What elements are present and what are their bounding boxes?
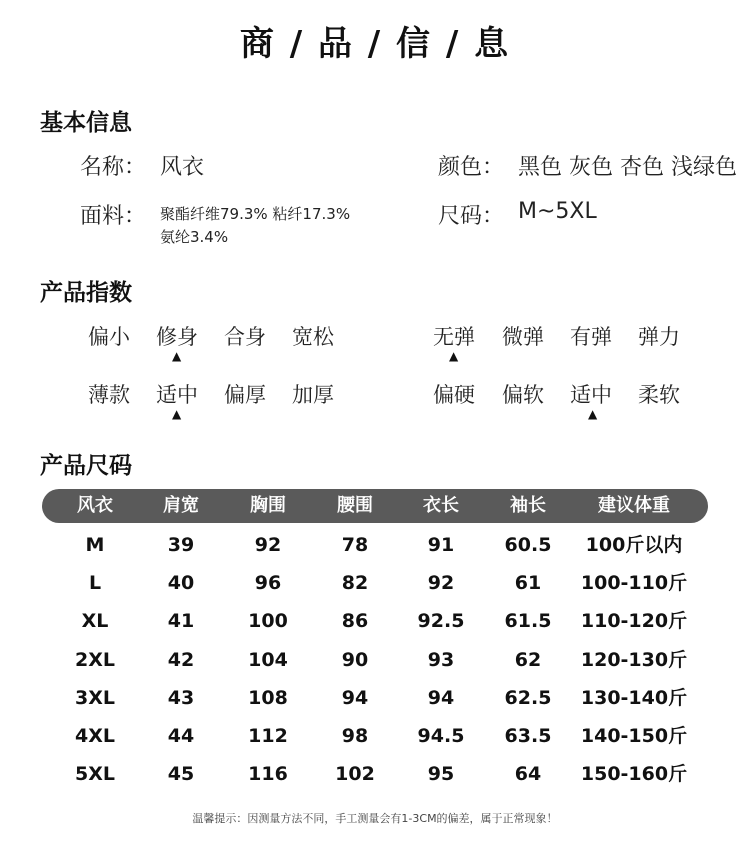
header-cell-waist: 腰围 [337, 495, 373, 516]
table-cell: 98 [341, 725, 369, 747]
thickness-option-3: 偏厚 [224, 383, 266, 407]
table-cell: 96 [254, 572, 282, 594]
table-cell: 44 [167, 725, 195, 747]
thickness-option-2: 适中 [156, 383, 198, 407]
table-cell: 82 [341, 572, 369, 594]
table-cell: 43 [167, 687, 195, 709]
table-cell: 93 [427, 649, 455, 671]
fabric-label: 面料： [80, 204, 147, 229]
table-cell: 100斤以内 [585, 534, 683, 556]
table-cell: 78 [341, 534, 369, 556]
softness-option-2: 偏软 [502, 383, 544, 407]
softness-option-3: 适中 [570, 383, 612, 407]
table-cell: 100-110斤 [580, 572, 688, 594]
size-row-label: XL [81, 610, 109, 632]
size-table-heading: 产品尺码 [40, 453, 132, 479]
table-cell: 120-130斤 [580, 649, 688, 671]
size-value: M~5XL [518, 199, 597, 224]
table-cell: 150-160斤 [580, 763, 688, 785]
table-cell: 112 [248, 725, 288, 747]
table-cell: 39 [167, 534, 195, 556]
table-cell: 94 [341, 687, 369, 709]
softness-marker-icon: ▲ [588, 407, 598, 421]
table-cell: 45 [167, 763, 195, 785]
softness-option-4: 柔软 [638, 383, 680, 407]
elastic-option-4: 弹力 [638, 325, 680, 349]
table-cell: 108 [248, 687, 288, 709]
size-row-label: 3XL [75, 687, 115, 709]
fit-option-4: 宽松 [292, 325, 334, 349]
name-label: 名称： [80, 155, 147, 180]
table-cell: 62.5 [504, 687, 552, 709]
fit-option-2: 修身 [156, 325, 198, 349]
table-cell: 94 [427, 687, 455, 709]
table-cell: 110-120斤 [580, 610, 688, 632]
table-cell: 63.5 [504, 725, 552, 747]
table-cell: 95 [427, 763, 455, 785]
table-cell: 90 [341, 649, 369, 671]
table-cell: 86 [341, 610, 369, 632]
header-cell-shoulder: 肩宽 [163, 495, 199, 516]
size-row-label: 4XL [75, 725, 115, 747]
header-cell-sleeve: 袖长 [510, 495, 546, 516]
page-title: 商 / 品 / 信 / 息 [239, 24, 511, 64]
size-label: 尺码： [438, 204, 505, 229]
table-cell: 61.5 [504, 610, 552, 632]
size-row-label: 5XL [75, 763, 115, 785]
table-cell: 42 [167, 649, 195, 671]
fit-option-1: 偏小 [88, 325, 130, 349]
product-index-heading: 产品指数 [40, 280, 132, 306]
size-row-label: 2XL [75, 649, 115, 671]
elastic-marker-icon: ▲ [449, 349, 459, 363]
fit-marker-icon: ▲ [172, 349, 182, 363]
header-cell-weight: 建议体重 [598, 495, 670, 516]
table-cell: 92 [427, 572, 455, 594]
table-cell: 60.5 [504, 534, 552, 556]
table-cell: 116 [248, 763, 288, 785]
thickness-option-1: 薄款 [88, 383, 130, 407]
elastic-option-1: 无弹 [433, 325, 475, 349]
fit-option-3: 合身 [224, 325, 266, 349]
softness-option-1: 偏硬 [433, 383, 475, 407]
table-cell: 91 [427, 534, 455, 556]
size-row-label: M [85, 534, 105, 556]
basic-info-heading: 基本信息 [40, 110, 132, 136]
thickness-marker-icon: ▲ [172, 407, 182, 421]
table-cell: 102 [335, 763, 375, 785]
color-value: 黑色 灰色 杏色 浅绿色 [518, 155, 737, 180]
table-cell: 92.5 [417, 610, 465, 632]
header-cell-style: 风衣 [77, 495, 113, 516]
table-cell: 41 [167, 610, 195, 632]
size-row-label: L [88, 572, 102, 594]
table-cell: 64 [514, 763, 542, 785]
thickness-option-4: 加厚 [292, 383, 334, 407]
header-cell-length: 衣长 [423, 495, 459, 516]
fabric-value-line1: 聚酯纤维79.3% 粘纤17.3% [160, 205, 351, 223]
table-cell: 40 [167, 572, 195, 594]
fabric-value-line2: 氨纶3.4% [160, 228, 229, 246]
table-cell: 140-150斤 [580, 725, 688, 747]
table-cell: 92 [254, 534, 282, 556]
header-cell-chest: 胸围 [250, 495, 286, 516]
measurement-note: 温馨提示：因测量方法不同，手工测量会有1-3CM的偏差，属于正常现象！ [192, 812, 558, 825]
table-cell: 130-140斤 [580, 687, 688, 709]
table-cell: 62 [514, 649, 542, 671]
name-value: 风衣 [160, 155, 205, 180]
color-label: 颜色： [438, 155, 505, 180]
table-cell: 100 [248, 610, 288, 632]
table-cell: 61 [514, 572, 542, 594]
table-cell: 94.5 [417, 725, 465, 747]
table-cell: 104 [248, 649, 288, 671]
elastic-option-3: 有弹 [570, 325, 612, 349]
elastic-option-2: 微弹 [502, 325, 544, 349]
